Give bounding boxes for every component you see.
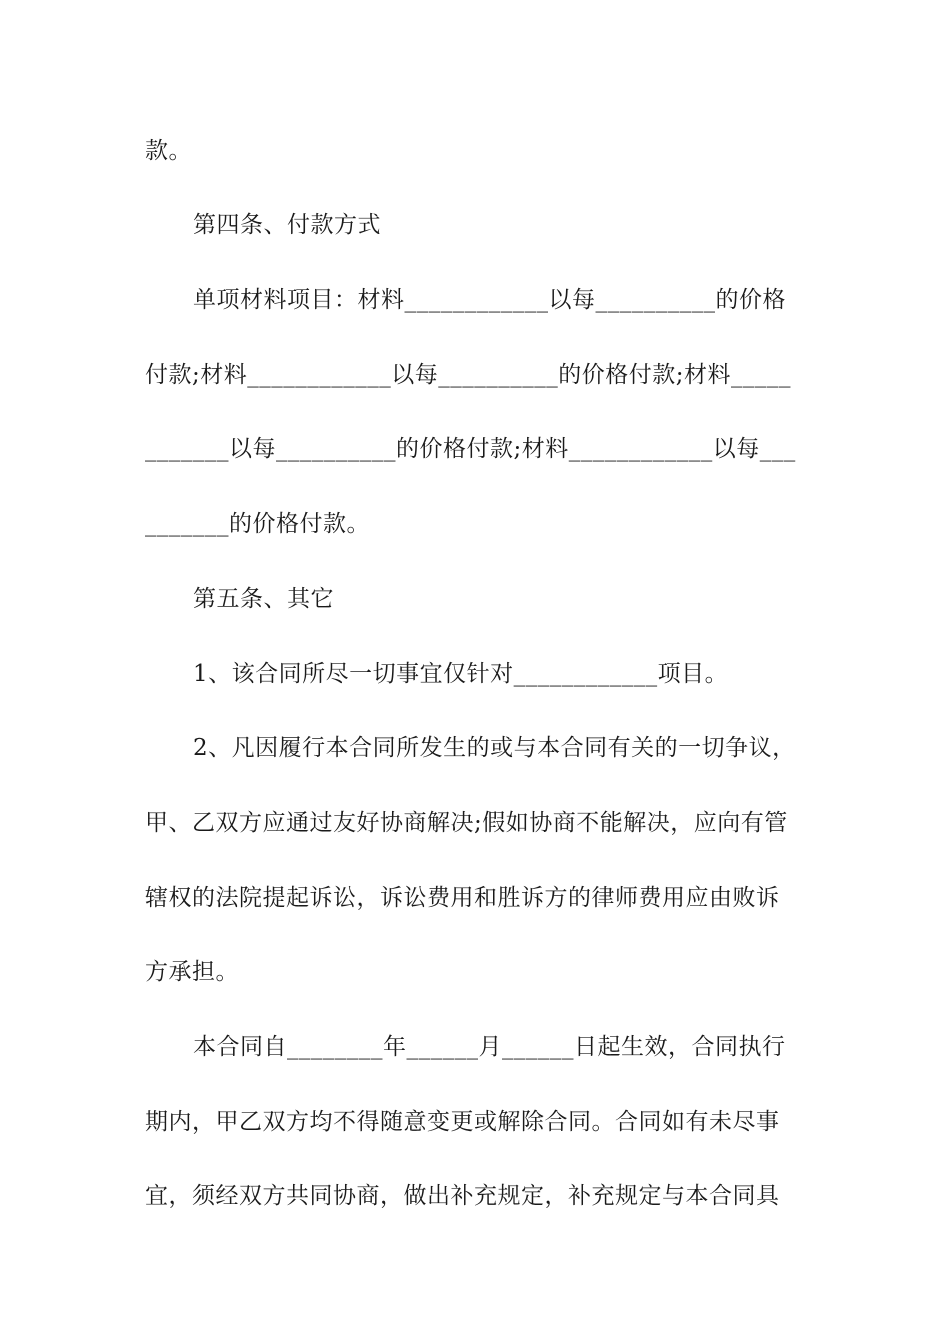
text-line-13: 本合同自________年______月______日起生效，合同执行 <box>193 1034 786 1060</box>
section-heading-article-4: 第四条、付款方式 <box>193 212 381 238</box>
text-line-4: 付款;材料____________以每__________的价格付款;材料_____ <box>145 362 791 388</box>
text-line-1: 款。 <box>145 138 192 164</box>
text-line-8: 1、该合同所尽一切事宜仅针对____________项目。 <box>193 661 729 687</box>
text-line-6: _______的价格付款。 <box>145 511 370 537</box>
text-line-5: _______以每__________的价格付款;材料____________以每___ <box>145 436 796 462</box>
section-heading-article-5: 第五条、其它 <box>193 586 334 612</box>
text-line-10: 甲、乙双方应通过友好协商解决;假如协商不能解决，应向有管 <box>145 810 788 836</box>
text-line-14: 期内，甲乙双方均不得随意变更或解除合同。合同如有未尽事 <box>145 1109 780 1135</box>
text-line-12: 方承担。 <box>145 959 239 985</box>
text-line-11: 辖权的法院提起诉讼，诉讼费用和胜诉方的律师费用应由败诉 <box>145 885 780 911</box>
text-line-3: 单项材料项目：材料____________以每__________的价格 <box>193 287 786 313</box>
text-line-9: 2、凡因履行本合同所发生的或与本合同有关的一切争议， <box>193 735 796 761</box>
text-line-15: 宜，须经双方共同协商，做出补充规定，补充规定与本合同具 <box>145 1183 780 1209</box>
